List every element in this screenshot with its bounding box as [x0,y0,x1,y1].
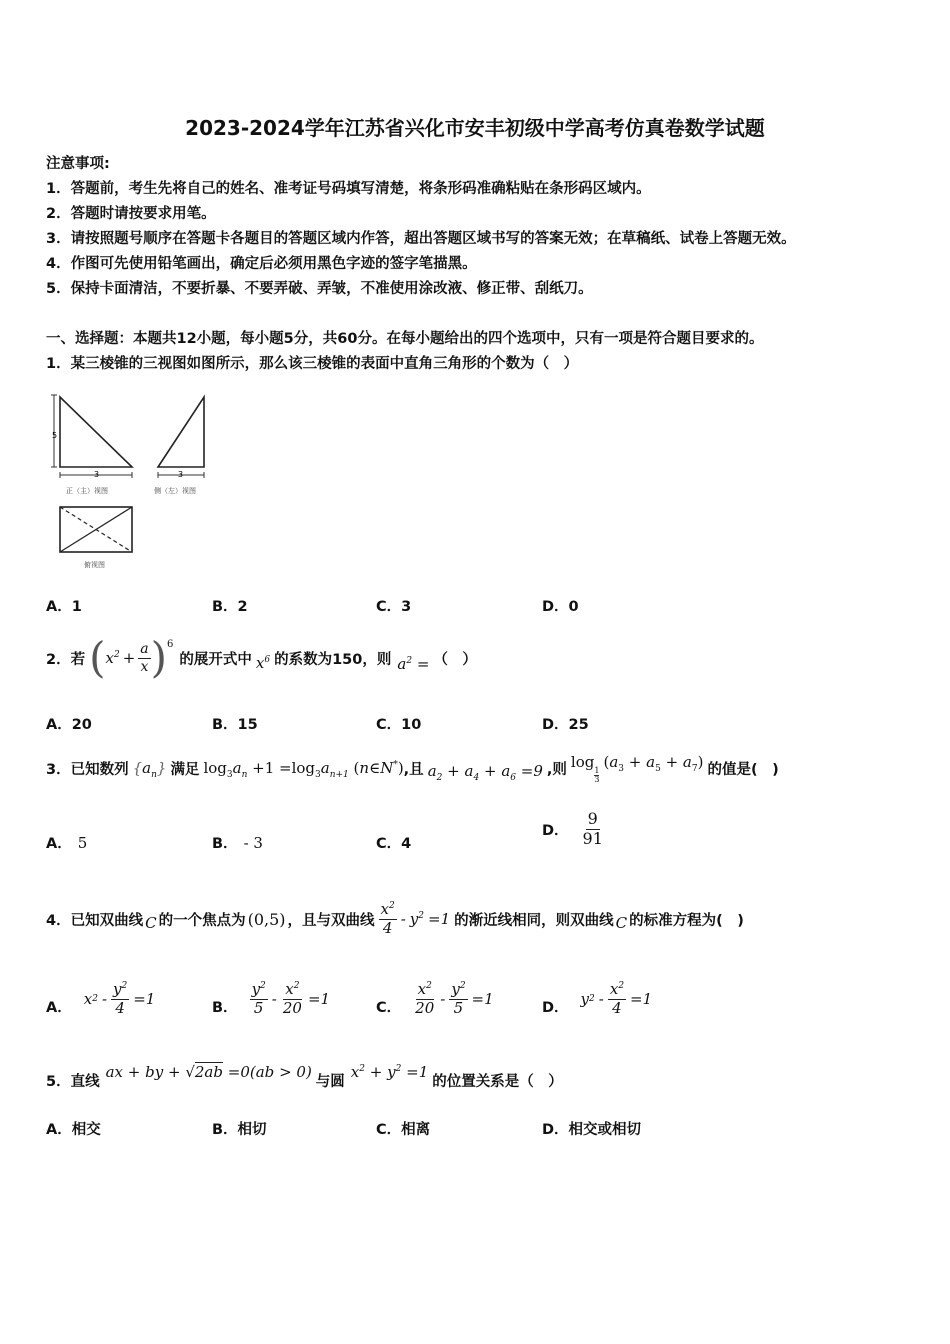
side-view-width-label: 3 [178,470,184,479]
q4-stem: 4．已知双曲线 C 的一个焦点为 (0,5) ，且与双曲线 $\frac{x^2}{4}$ - $y^2$ =1 的渐近线相同，则双曲线 C 的标准方程为( ) [46,900,744,937]
q1-stem: 1．某三棱锥的三视图如图所示，那么该三棱锥的表面中直角三角形的个数为（ ） [46,356,579,372]
three-view-figure [40,385,230,575]
q3-label: 3．已知数列 [46,761,129,778]
q4-option-a[interactable]: A． x 2 - $\frac{y^2}{4}$ =1 [46,980,156,1017]
notice-item-5: 5．保持卡面清洁，不要折暴、不要弄破、弄皱，不准使用涂改液、修正带、刮纸刀。 [46,281,593,297]
q1-option-b[interactable]: B．2 [212,599,248,615]
q5-option-d[interactable]: D．相交或相切 [542,1122,642,1138]
notice-item-3: 3．请按照题号顺序在答题卡各题目的答题区域内作答，超出答题区域书写的答案无效；在草稿纸、试卷上答题无效。 [46,231,796,247]
q4-text-3: 的渐近线相同，则双曲线 [454,912,614,929]
q2-text-2: 的系数为150，则 [274,651,392,668]
page-title: 2023-2024学年江苏省兴化市安丰初级中学高考仿真卷数学试题 [185,116,765,140]
notice-heading: 注意事项: [46,156,110,172]
front-view-height-label: 5 [52,431,58,440]
side-view [154,397,204,495]
q5-stem: 5．直线 ax + by + √2ab =0(ab > 0) 与圆 $x^2 + y^2 =1$ 的位置关系是（ ） [46,1063,563,1090]
q3-option-b[interactable]: B． - 3 [212,834,263,852]
notice-item-1: 1．答题前，考生先将自己的姓名、准考证号码填写清楚，将条形码准确粘贴在条形码区域内。 [46,181,651,197]
q5-label: 5．直线 [46,1073,100,1090]
notice-item-4: 4．作图可先使用铅笔画出，确定后必须用黑色字迹的签字笔描黑。 [46,256,477,272]
front-view [51,395,132,495]
front-view-width-label: 3 [94,470,100,479]
q2-option-a[interactable]: A．20 [46,717,92,733]
q4-option-b[interactable]: B． $\frac{y^2}{5}$ - $\frac{x^2}{20}$ =1 [212,980,331,1017]
q5-text-1: 与圆 [315,1073,345,1090]
q5-option-a[interactable]: A．相交 [46,1122,101,1138]
q2-binomial: ( $x^2$ + $\frac{a}{x}$ ) 6 [89,633,174,682]
notice-item-2: 2．答题时请按要求用笔。 [46,206,216,222]
q2-text-3: （ ） [433,651,477,668]
q2-option-d[interactable]: D．25 [542,717,589,733]
q2-label: 2．若 [46,651,86,668]
q5-option-c[interactable]: C．相离 [376,1122,431,1138]
q1-option-a[interactable]: A．1 [46,599,82,615]
q2-option-b[interactable]: B．15 [212,717,258,733]
q4-option-c[interactable]: C． $\frac{x^2}{20}$ - $\frac{y^2}{5}$ =1 [376,980,494,1017]
q3-option-c[interactable]: C．4 [376,836,412,852]
q3-option-d[interactable]: D． $\frac{9}{91}$ [542,809,603,848]
side-view-caption: 侧（左）视图 [154,487,196,495]
top-view [60,507,132,569]
section-heading: 一、选择题：本题共12小题，每小题5分，共60分。在每小题给出的四个选项中，只有一项是符合题目要求的。 [46,331,764,347]
q4-text-4: 的标准方程为( ) [629,912,744,929]
front-view-caption: 正（主）视图 [66,487,108,495]
q2-stem: 2．若 ( $x^2$ + $\frac{a}{x}$ ) 6 的展开式中 $x^6$ 的系数为150，则 $a^2$ = （ ） [46,633,477,682]
q4-label: 4．已知双曲线 [46,912,144,929]
q4-text-1: 的一个焦点为 [158,912,246,929]
q1-option-c[interactable]: C．3 [376,599,412,615]
top-view-caption: 俯视图 [84,561,105,569]
q3-stem: 3．已知数列 $\{a_n\}$ 满足 $\log_3a_n +1 =\log_3a_{n+1}$ (n∈N*) ,且 $a_2 + a_4 + a_6 =9$ ,则 log 1 3 $(a_3 + a_5 + a_7)$ 的值是( ) [46,752,779,784]
q3-text-2: ,且 [403,761,424,778]
q2-option-c[interactable]: C．10 [376,717,422,733]
q3-text-4: 的值是( ) [707,761,779,778]
q5-text-2: 的位置关系是（ ） [432,1073,563,1090]
q2-text-1: 的展开式中 [179,651,252,668]
q3-text-1: 满足 [170,761,200,778]
q4-option-d[interactable]: D． y 2 - $\frac{x^2}{4}$ =1 [542,980,653,1017]
q1-option-d[interactable]: D．0 [542,599,579,615]
q3-text-3: ,则 [546,761,567,778]
q4-text-2: ，且与双曲线 [287,912,375,929]
q3-option-a[interactable]: A． 5 [46,834,88,852]
q5-option-b[interactable]: B．相切 [212,1122,267,1138]
